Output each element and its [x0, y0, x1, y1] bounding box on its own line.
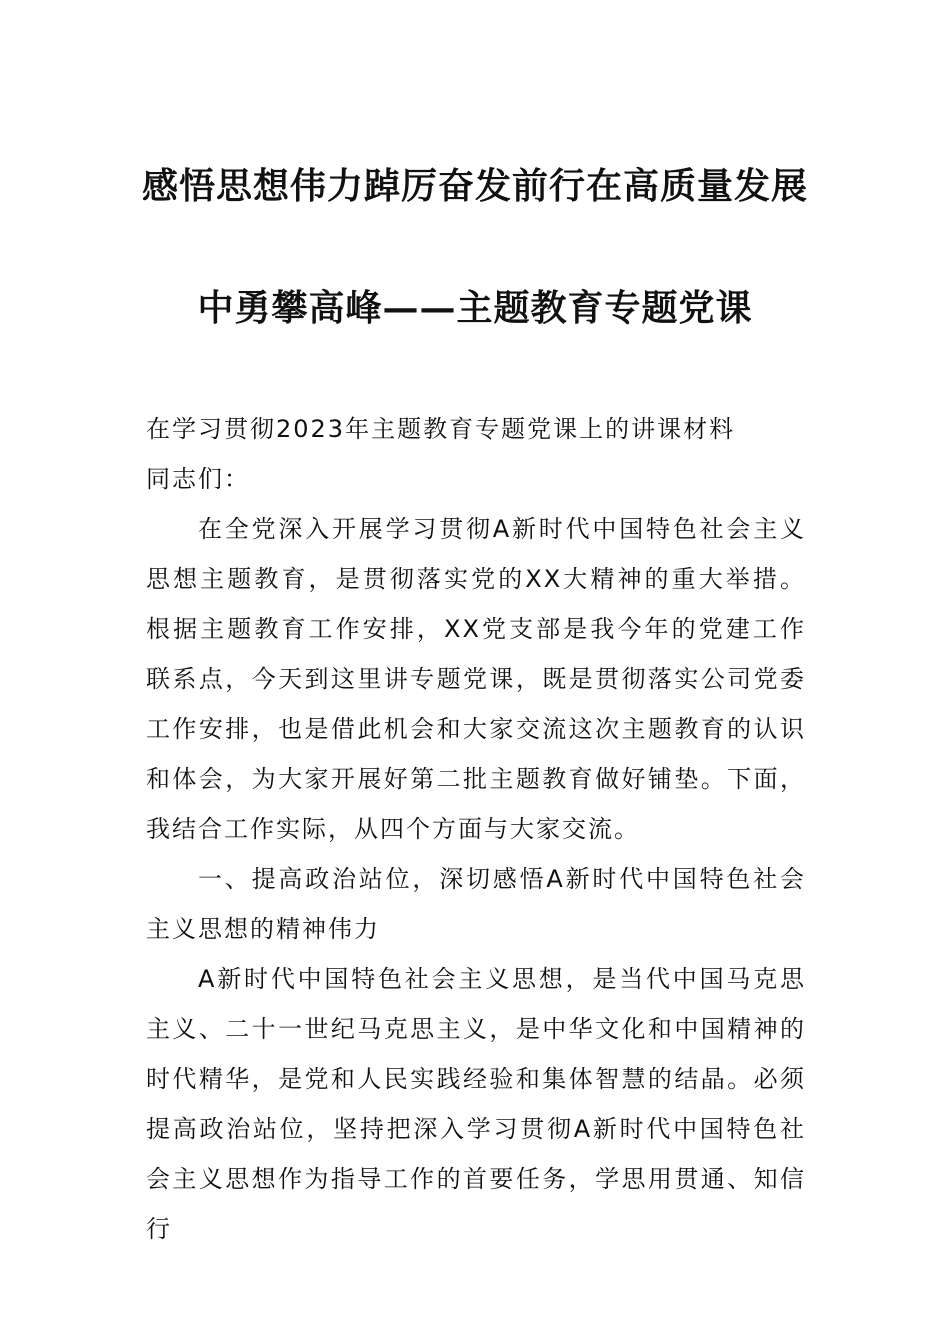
paragraph-section-1: A新时代中国特色社会主义思想，是当代中国马克思主义、二十一世纪马克思主义，是中华文化和中国精神的时代精华，是党和人民实践经验和集体智慧的结晶。必须提高政治站位，坚持把深入学习贯彻A新时代中国特色社会主义思想作为指导工作的首要任务，学思用贯通、知信行	[146, 965, 806, 1243]
salutation: 同志们：	[146, 465, 250, 493]
paragraph-intro: 在全党深入开展学习贯彻A新时代中国特色社会主义思想主题教育，是贯彻落实党的XX大精神的重大举措。根据主题教育工作安排，XX党支部是我今年的党建工作联系点，今天到这里讲专题党课，既是贯彻落实公司党委工作安排，也是借此机会和大家交流这次主题教育的认识和体会，为大家开展好第二批主题教育做好铺垫。下面，我结合工作实际，从四个方面与大家交流。	[146, 515, 806, 843]
document-title-line-1: 感悟思想伟力踔厉奋发前行在高质量发展	[141, 165, 808, 207]
document-title-line-2: 中勇攀高峰——主题教育专题党课	[197, 287, 753, 329]
document-subtitle: 在学习贯彻2023年主题教育专题党课上的讲课材料	[146, 415, 736, 443]
section-heading-1: 一、提高政治站位，深切感悟A新时代中国特色社会主义思想的精神伟力	[146, 865, 806, 943]
